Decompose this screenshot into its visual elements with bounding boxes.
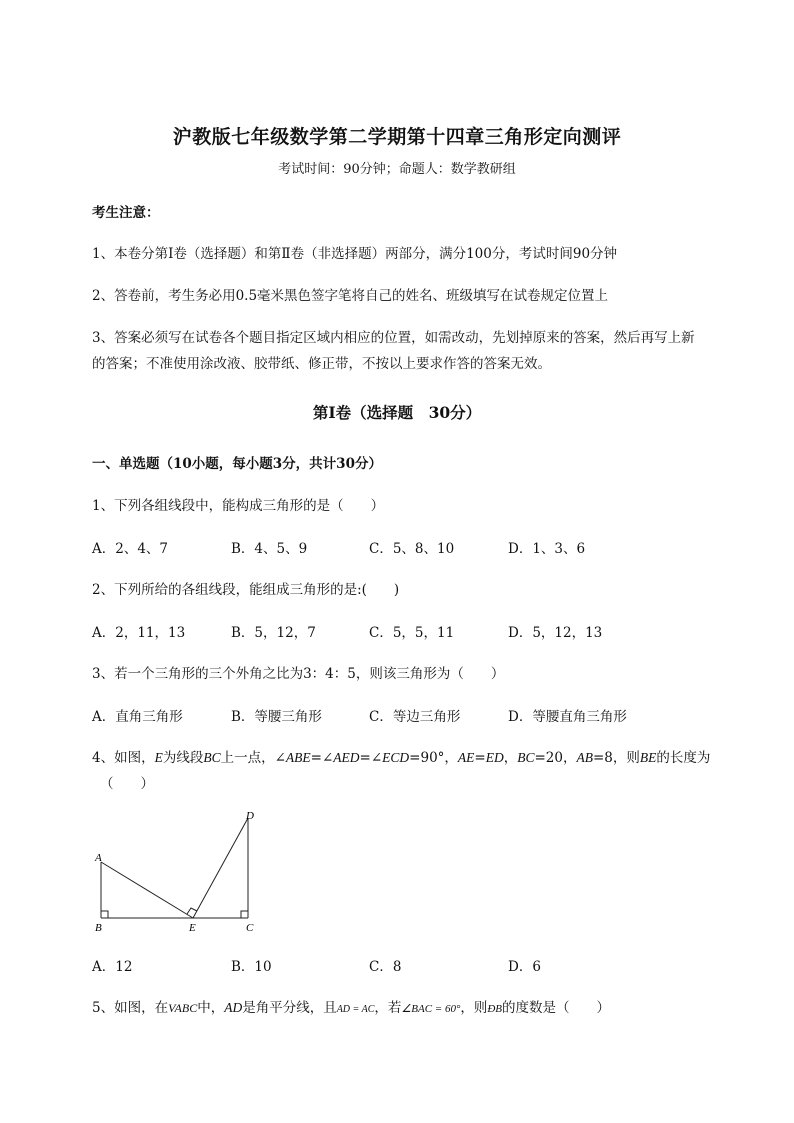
option-a: A．12 bbox=[92, 959, 133, 975]
option-a: A．直角三角形 bbox=[92, 709, 183, 725]
q4-var: BE bbox=[639, 750, 657, 765]
q5-text: ，若 bbox=[374, 1000, 402, 1016]
section-title: 第Ⅰ卷（选择题 30分） bbox=[312, 403, 482, 422]
note-item: 3、答案必须写在试卷各个题目指定区域内相应的位置，如需改动，先划掉原来的答案，然后再写上新 bbox=[92, 330, 695, 346]
question-2: 2、下列所给的各组线段，能组成三角形的是:( ) bbox=[92, 582, 400, 598]
q4-text: 4、如图， bbox=[92, 750, 155, 766]
question-4-blank: （ ） bbox=[100, 776, 154, 792]
q4-text: =90°， bbox=[409, 750, 458, 766]
right-angle-b bbox=[101, 911, 108, 918]
q4-text: ， bbox=[503, 750, 518, 766]
q4-var: BC bbox=[517, 750, 535, 765]
q5-text: 中， bbox=[197, 1000, 225, 1016]
page-title: 沪教版七年级数学第二学期第十四章三角形定向测评 bbox=[172, 126, 622, 148]
option-b: B．等腰三角形 bbox=[231, 709, 322, 725]
q5-text: ，则 bbox=[460, 1000, 488, 1016]
label-e: E bbox=[189, 922, 196, 934]
q4-text: 为线段 bbox=[162, 750, 204, 766]
label-a: A bbox=[95, 852, 102, 864]
option-d: D．等腰直角三角形 bbox=[508, 709, 627, 725]
q5-math: ÐB bbox=[487, 1003, 503, 1015]
label-d: D bbox=[246, 810, 254, 822]
segment-ae bbox=[101, 862, 193, 918]
segment-ed bbox=[193, 818, 248, 918]
question-4 bbox=[92, 746, 710, 766]
q4-var: ED bbox=[485, 750, 504, 765]
exam-info: 考试时间：90分钟；命题人：数学教研组 bbox=[278, 162, 516, 177]
q4-var: E bbox=[154, 750, 163, 765]
q4-var: ABE bbox=[285, 750, 311, 765]
q4-text: =∠ bbox=[359, 750, 383, 766]
q5-text: 5、如图，在 bbox=[92, 1000, 169, 1016]
label-c: C bbox=[246, 922, 254, 934]
question-3: 3、若一个三角形的三个外角之比为3：4：5，则该三角形为（ ） bbox=[92, 666, 505, 682]
option-b: B．10 bbox=[231, 959, 272, 975]
note-item: 的答案；不准使用涂改液、胶带纸、修正带，不按以上要求作答的答案无效。 bbox=[92, 356, 551, 372]
q5-text: 是角平分线，且 bbox=[242, 1000, 337, 1016]
geometry-figure bbox=[86, 806, 276, 936]
q4-text: =8，则 bbox=[593, 750, 640, 766]
option-a: A．2、4、7 bbox=[92, 541, 169, 557]
option-b: B．4、5、9 bbox=[231, 541, 308, 557]
option-c: C．5、8、10 bbox=[369, 541, 455, 557]
q4-text: =∠ bbox=[310, 750, 334, 766]
q4-text: = bbox=[474, 750, 486, 766]
q4-var: BC bbox=[203, 750, 221, 765]
option-c: C．5，5，11 bbox=[369, 625, 455, 641]
q5-math: VABC bbox=[168, 1001, 198, 1015]
q4-var: AE bbox=[457, 750, 475, 765]
q5-var: AD bbox=[224, 1000, 243, 1015]
q5-text: 的度数是（ ） bbox=[502, 1000, 611, 1016]
right-angle-c bbox=[241, 911, 248, 918]
q5-math: ∠BAC = 60° bbox=[401, 1003, 461, 1015]
q4-text: 上一点，∠ bbox=[220, 750, 286, 766]
option-d: D．1、3、6 bbox=[508, 541, 586, 557]
q4-var: AB bbox=[576, 750, 593, 765]
question-1: 1、下列各组线段中，能构成三角形的是（ ） bbox=[92, 498, 385, 514]
label-b: B bbox=[95, 922, 102, 934]
q4-text: 的长度为 bbox=[656, 750, 711, 766]
option-a: A．2，11，13 bbox=[92, 625, 186, 641]
q4-var: AED bbox=[333, 750, 360, 765]
group-heading: 一、单选题（10小题，每小题3分，共计30分） bbox=[92, 456, 382, 472]
option-c: C．8 bbox=[369, 959, 402, 975]
q4-text: =20， bbox=[534, 750, 577, 766]
option-d: D．5，12，13 bbox=[508, 625, 603, 641]
q4-var: ECD bbox=[382, 750, 410, 765]
q5-math: AD = AC bbox=[336, 1004, 375, 1015]
option-b: B．5，12，7 bbox=[231, 625, 316, 641]
question-5 bbox=[92, 996, 610, 1016]
note-item: 2、答卷前，考生务必用0.5毫米黑色签字笔将自己的姓名、班级填写在试卷规定位置上 bbox=[92, 288, 609, 304]
option-c: C．等边三角形 bbox=[369, 709, 461, 725]
note-item: 1、本卷分第Ⅰ卷（选择题）和第Ⅱ卷（非选择题）两部分，满分100分，考试时间90分钟 bbox=[92, 246, 618, 262]
notes-heading: 考生注意： bbox=[92, 205, 160, 221]
option-d: D．6 bbox=[508, 959, 541, 975]
